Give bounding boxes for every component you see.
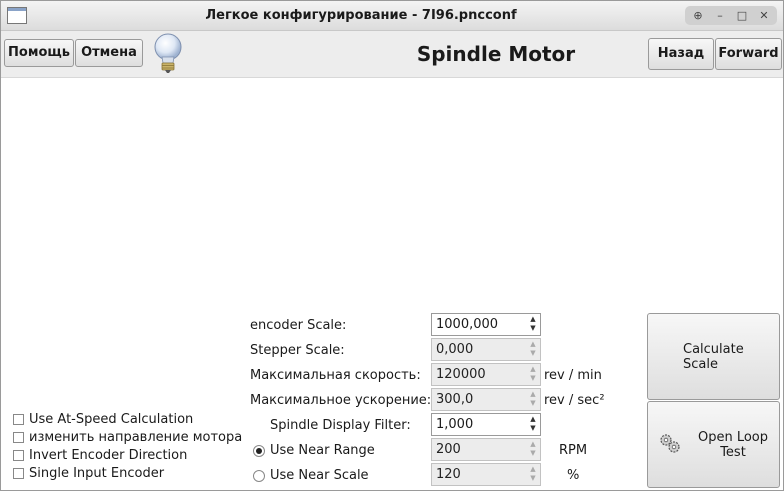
gears-icon	[658, 432, 682, 454]
checkbox-icon[interactable]	[13, 432, 24, 443]
spin-arrows-icon: ▲ ▼	[530, 390, 536, 407]
forward-button[interactable]: Forward	[715, 38, 782, 70]
shade-icon[interactable]: ⊕	[693, 9, 703, 22]
open-loop-label-line2: Test	[720, 445, 746, 460]
close-icon[interactable]: ✕	[759, 9, 769, 22]
encoder-scale-label: encoder Scale:	[250, 318, 347, 333]
calculate-label-line2: Scale	[683, 357, 718, 372]
cancel-button[interactable]: Отмена	[75, 39, 143, 67]
spin-arrows-icon[interactable]: ▲ ▼	[530, 415, 536, 432]
calculate-label-line1: Calculate	[683, 342, 744, 357]
help-button[interactable]: Помощь	[4, 39, 74, 67]
near-scale-input: 120 ▲ ▼	[431, 463, 541, 486]
invert-encoder-checkbox[interactable]	[13, 448, 187, 463]
single-input-encoder-checkbox[interactable]	[13, 466, 164, 481]
calculate-scale-button[interactable]	[647, 313, 780, 400]
near-scale-radio[interactable]	[253, 468, 369, 483]
minimize-icon[interactable]: –	[717, 9, 723, 22]
window-controls	[685, 6, 777, 25]
display-filter-input[interactable]: 1,000 ▲ ▼	[431, 413, 541, 436]
display-filter-label: Spindle Display Filter:	[270, 418, 411, 433]
checkbox-icon[interactable]	[13, 414, 24, 425]
near-range-input: 200 ▲ ▼	[431, 438, 541, 461]
spin-arrows-icon: ▲ ▼	[530, 340, 536, 357]
checkbox-label: Invert Encoder Direction	[29, 448, 188, 463]
max-speed-input: 120000 ▲ ▼	[431, 363, 541, 386]
spin-arrows-icon: ▲ ▼	[530, 465, 536, 482]
stepper-scale-label: Stepper Scale:	[250, 343, 345, 358]
encoder-scale-input[interactable]: 1000,000 ▲ ▼	[431, 313, 541, 336]
max-speed-unit: rev / min	[544, 368, 602, 383]
max-accel-unit: rev / sec²	[544, 393, 605, 408]
toolbar	[1, 31, 783, 78]
max-accel-label: Максимальное ускорение:	[250, 393, 432, 408]
lightbulb-icon	[151, 32, 185, 76]
checkbox-label: изменить направление мотора	[29, 430, 243, 445]
spindle-settings-panel	[1, 78, 783, 490]
open-loop-label-line1: Open Loop	[697, 430, 769, 445]
checkbox-icon[interactable]	[13, 468, 24, 479]
checkbox-label: Single Input Encoder	[29, 466, 165, 481]
spin-arrows-icon[interactable]: ▲ ▼	[530, 315, 536, 332]
page-title: Spindle Motor	[416, 42, 576, 66]
spin-arrows-icon: ▲ ▼	[530, 365, 536, 382]
back-button[interactable]: Назад	[648, 38, 714, 70]
reverse-motor-checkbox[interactable]	[13, 430, 242, 445]
window-title: Легкое конфигурирование - 7I96.pncconf	[205, 8, 517, 23]
at-speed-checkbox[interactable]	[13, 412, 193, 427]
checkbox-icon[interactable]	[13, 450, 24, 461]
checkbox-label: Use At-Speed Calculation	[29, 412, 194, 427]
radio-selected-icon[interactable]	[253, 445, 265, 457]
near-range-radio[interactable]	[253, 443, 375, 458]
radio-unselected-icon[interactable]	[253, 470, 265, 482]
spin-arrows-icon: ▲ ▼	[530, 440, 536, 457]
max-accel-input: 300,0 ▲ ▼	[431, 388, 541, 411]
title-bar[interactable]	[1, 1, 783, 31]
near-scale-unit: %	[567, 468, 580, 483]
max-speed-label: Максимальная скорость:	[250, 368, 421, 383]
maximize-icon[interactable]: □	[736, 9, 748, 22]
open-loop-test-button[interactable]	[647, 401, 780, 488]
stepper-scale-input: 0,000 ▲ ▼	[431, 338, 541, 361]
near-range-unit: RPM	[559, 443, 588, 458]
near-range-label: Use Near Range	[270, 443, 375, 458]
near-scale-label: Use Near Scale	[270, 468, 369, 483]
